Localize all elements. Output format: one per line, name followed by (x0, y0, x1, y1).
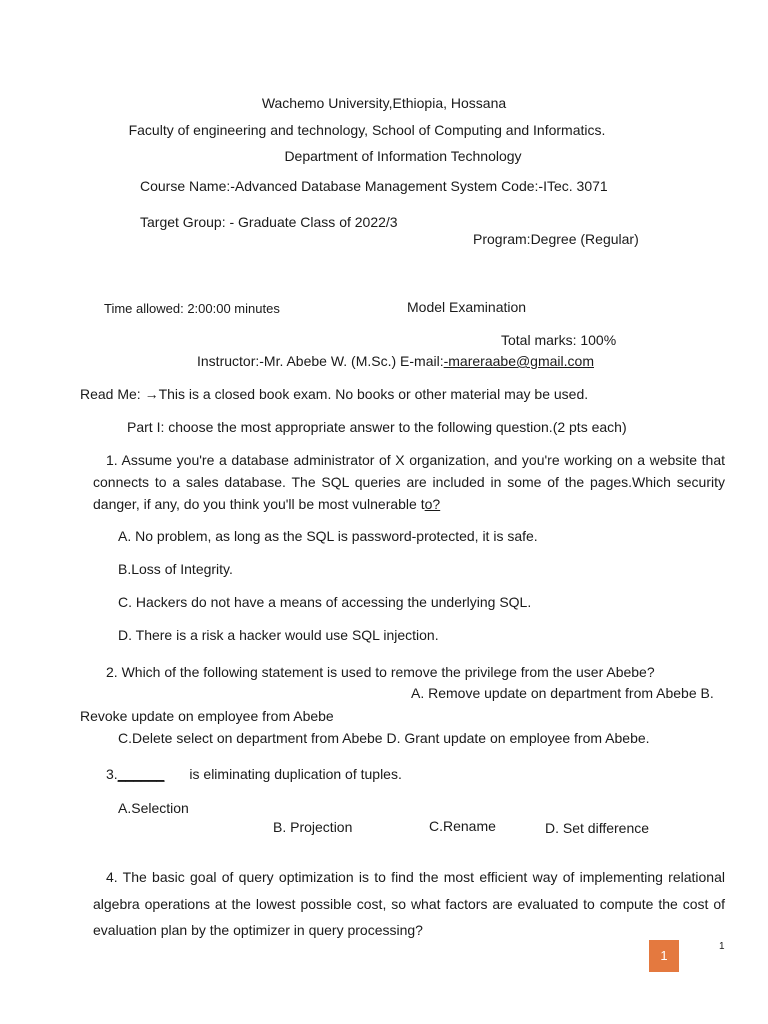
target-group: Target Group: - Graduate Class of 2022/3 (140, 214, 398, 230)
q2-option-a-b-start[interactable]: A. Remove update on department from Abebe B. (411, 685, 714, 701)
university-name: Wachemo University,Ethiopia, Hossana (261, 95, 507, 111)
q1-option-a[interactable]: A. No problem, as long as the SQL is password-protected, it is safe. (118, 528, 538, 544)
instructor-label: Instructor:-Mr. Abebe W. (M.Sc.) E-mail: (197, 353, 444, 369)
instructor-email-link[interactable]: -mareraabe@gmail.com (443, 353, 594, 369)
time-allowed: Time allowed: 2:00:00 minutes (104, 301, 280, 316)
exam-type: Model Examination (407, 299, 527, 315)
question-1 (93, 449, 725, 515)
course-line: Course Name:-Advanced Database Management System Code:-ITec. 3071 (140, 178, 608, 194)
total-marks: Total marks: 100% (501, 332, 617, 348)
q2-option-b-end[interactable]: Revoke update on employee from Abebe (80, 708, 334, 724)
q3-text: is eliminating duplication of tuples. (189, 766, 402, 782)
q1-option-b[interactable]: B.Loss of Integrity. (118, 561, 233, 577)
instructor-line (197, 352, 594, 370)
read-me-instruction: Read Me: →This is a closed book exam. No books or other material may be used. (80, 386, 589, 402)
q1-option-d[interactable]: D. There is a risk a hacker would use SQL injection. (118, 627, 439, 643)
q3-option-a[interactable]: A.Selection (118, 800, 189, 816)
faculty-line: Faculty of engineering and technology, School of Computing and Informatics. (128, 122, 606, 138)
page-corner-number: 1 (719, 941, 725, 952)
q3-option-c[interactable]: C.Rename (429, 818, 496, 834)
question-2: 2. Which of the following statement is used to remove the privilege from the user Abebe? (106, 664, 655, 680)
q3-number: 3. (106, 766, 118, 782)
q3-blank: ______ (117, 766, 165, 782)
q3-option-d[interactable]: D. Set difference (545, 820, 650, 836)
question-3 (106, 765, 402, 783)
q1-option-c[interactable]: C. Hackers do not have a means of accessing the underlying SQL. (118, 594, 532, 610)
question-1-text-tail: o? (424, 496, 441, 512)
page-number-badge: 1 (649, 940, 679, 972)
program-line: Program:Degree (Regular) (473, 231, 639, 247)
part-one-heading: Part I: choose the most appropriate answer to the following question.(2 pts each) (127, 419, 627, 435)
question-4: 4. The basic goal of query optimization is to find the most efficient way of implementing relational algebra operations at the lowest possible cost, so what factors are evaluated to compute the cost of evaluation plan by the optimizer in query processing? (93, 869, 725, 938)
q3-option-b[interactable]: B. Projection (273, 819, 353, 835)
question-1-text: 1. Assume you're a database administrator of X organization, and you're working on a website that connects to a sales database. The SQL queries are included in some of the pages.Which security danger, if any, do you think you'll be most vulnerable t (93, 452, 725, 512)
q2-option-c-d[interactable]: C.Delete select on department from Abebe D. Grant update on employee from Abebe. (118, 730, 650, 746)
department-line: Department of Information Technology (284, 148, 522, 164)
